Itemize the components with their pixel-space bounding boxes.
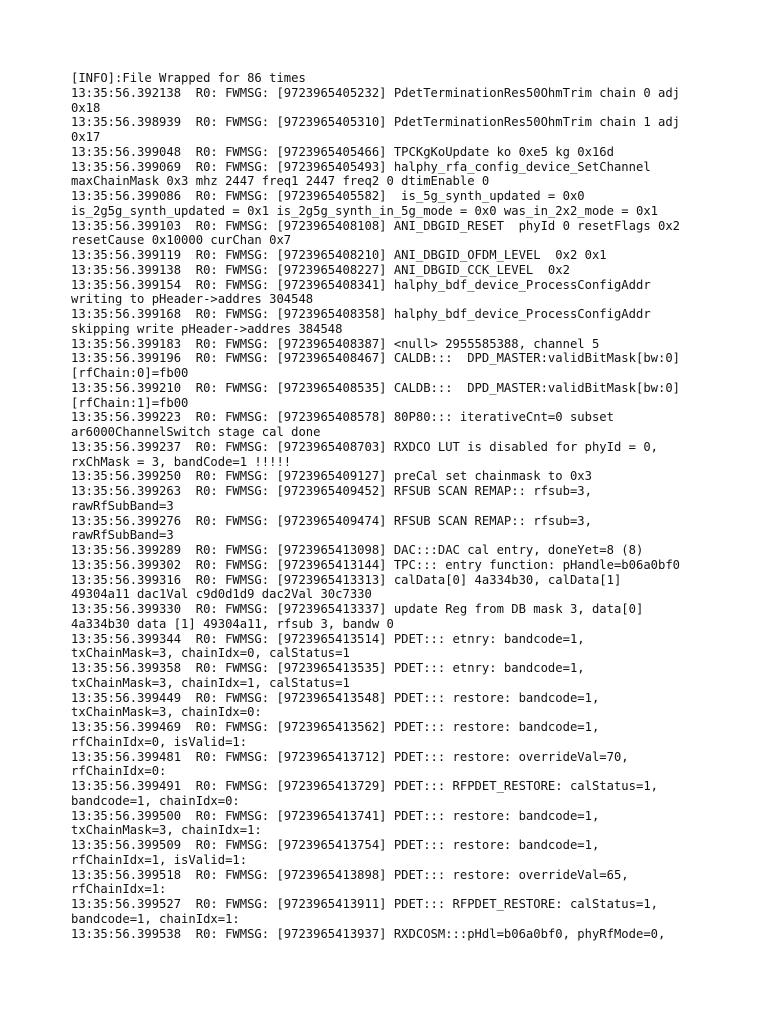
log-line: 13:35:56.399168 R0: FWMSG: [9723965408358] halphy_bdf_device_ProcessConfigAddr [71,307,651,321]
log-line: writing to pHeader->addres 304548 [71,292,314,307]
log-line: 13:35:56.399330 R0: FWMSG: [9723965413337] update Reg from DB mask 3, data[0] [71,602,644,616]
log-line: 13:35:56.399481 R0: FWMSG: [9723965413712] PDET::: restore: overrideVal=70, [71,749,629,764]
log-line: rxChMask = 3, bandCode=1 !!!!! [71,454,292,469]
log-line: rfChainIdx=0, isValid=1: [71,734,248,749]
log-line: 13:35:56.392138 R0: FWMSG: [9723965405232] PdetTerminationRes50OhmTrim chain 0 adj [71,85,681,100]
log-line: 13:35:56.399469 R0: FWMSG: [9723965413562] PDET::: restore: bandcode=1, [71,720,600,734]
log-line: 0x17 [71,130,101,144]
log-line: rfChainIdx=0: [71,764,167,779]
log-line: 13:35:56.399527 R0: FWMSG: [9723965413911] PDET::: RFPDET_RESTORE: calStatus=1, [71,897,658,911]
log-line: txChainMask=3, chainIdx=0: [71,705,262,720]
log-line: rfChainIdx=1: [71,882,167,897]
log-line: 49304a11 dac1Val c9d0d1d9 dac2Val 30c7330 [71,587,372,602]
log-line: 13:35:56.398939 R0: FWMSG: [9723965405310] PdetTerminationRes50OhmTrim chain 1 adj [71,115,681,130]
log-line: 13:35:56.399183 R0: FWMSG: [9723965408387] <null> 2955585388, channel 5 [71,336,600,351]
log-line: [rfChain:1]=fb00 [71,395,189,410]
log-line: bandcode=1, chainIdx=1: [71,911,240,926]
log-line: [INFO]:File Wrapped for 86 times [71,71,306,85]
log-line: 13:35:56.399223 R0: FWMSG: [9723965408578] 80P80::: iterativeCnt=0 subset [71,410,614,425]
log-line: 13:35:56.399119 R0: FWMSG: [9723965408210] ANI_DBGID_OFDM_LEVEL 0x2 0x1 [71,248,607,262]
log-line: 13:35:56.399358 R0: FWMSG: [9723965413535] PDET::: etnry: bandcode=1, [71,661,585,675]
log-line: skipping write pHeader->addres 384548 [71,321,343,336]
log-line: 13:35:56.399048 R0: FWMSG: [9723965405466] TPCKgKoUpdate ko 0xe5 kg 0x16d [71,144,614,159]
log-line: 13:35:56.399518 R0: FWMSG: [9723965413898] PDET::: restore: overrideVal=65, [71,867,629,882]
log-line: 13:35:56.399509 R0: FWMSG: [9723965413754] PDET::: restore: bandcode=1, [71,838,600,852]
log-line: 4a334b30 data [1] 49304a11, rfsub 3, bandw 0 [71,616,394,631]
log-line: 13:35:56.399154 R0: FWMSG: [9723965408341] halphy_bdf_device_ProcessConfigAddr [71,277,651,292]
log-line: rawRfSubBand=3 [71,498,174,513]
log-line: 13:35:56.399316 R0: FWMSG: [9723965413313] calData[0] 4a334b30, calData[1] [71,572,622,587]
log-line: 13:35:56.399449 R0: FWMSG: [9723965413548] PDET::: restore: bandcode=1, [71,690,600,705]
log-line: ar6000ChannelSwitch stage cal done [71,425,321,439]
log-line: 13:35:56.399069 R0: FWMSG: [9723965405493] halphy_rfa_config_device_SetChannel [71,159,651,174]
log-line: 13:35:56.399263 R0: FWMSG: [9723965409452] RFSUB SCAN REMAP:: rfsub=3, [71,484,592,498]
log-line: 13:35:56.399491 R0: FWMSG: [9723965413729] PDET::: RFPDET_RESTORE: calStatus=1, [71,779,658,793]
log-line: 13:35:56.399138 R0: FWMSG: [9723965408227] ANI_DBGID_CCK_LEVEL 0x2 [71,262,570,277]
log-line: rawRfSubBand=3 [71,528,174,543]
log-line: [rfChain:0]=fb00 [71,366,189,380]
log-line: maxChainMask 0x3 mhz 2447 freq1 2447 freq2 0 dtimEnable 0 [71,174,490,189]
log-line: 13:35:56.399538 R0: FWMSG: [9723965413937] RXDCOSM:::pHdl=b06a0bf0, phyRfMode=0, [71,926,666,941]
log-line: bandcode=1, chainIdx=0: [71,793,240,808]
log-line: 13:35:56.399210 R0: FWMSG: [9723965408535] CALDB::: DPD_MASTER:validBitMask[bw:0] [71,380,681,395]
log-text-block [71,71,711,941]
log-line: 13:35:56.399276 R0: FWMSG: [9723965409474] RFSUB SCAN REMAP:: rfsub=3, [71,513,592,528]
log-line: 13:35:56.399302 R0: FWMSG: [9723965413144] TPC::: entry function: pHandle=b06a0bf0 [71,557,681,572]
log-line: 13:35:56.399196 R0: FWMSG: [9723965408467] CALDB::: DPD_MASTER:validBitMask[bw:0] [71,351,681,366]
log-line: 13:35:56.399344 R0: FWMSG: [9723965413514] PDET::: etnry: bandcode=1, [71,631,585,646]
log-line: 13:35:56.399250 R0: FWMSG: [9723965409127] preCal set chainmask to 0x3 [71,469,592,484]
log-line: 13:35:56.399289 R0: FWMSG: [9723965413098] DAC:::DAC cal entry, doneYet=8 (8) [71,543,644,557]
log-line: 0x18 [71,100,101,115]
log-line: txChainMask=3, chainIdx=0, calStatus=1 [71,646,350,661]
log-line: 13:35:56.399500 R0: FWMSG: [9723965413741] PDET::: restore: bandcode=1, [71,808,600,823]
log-line: resetCause 0x10000 curChan 0x7 [71,233,292,248]
log-line: rfChainIdx=1, isValid=1: [71,852,248,867]
log-line: is_2g5g_synth_updated = 0x1 is_2g5g_synth_in_5g_mode = 0x0 was_in_2x2_mode = 0x1 [71,203,658,218]
log-line: 13:35:56.399237 R0: FWMSG: [9723965408703] RXDCO LUT is disabled for phyId = 0, [71,439,658,454]
log-line: 13:35:56.399103 R0: FWMSG: [9723965408108] ANI_DBGID_RESET phyId 0 resetFlags 0x2 [71,218,681,233]
log-line: txChainMask=3, chainIdx=1, calStatus=1 [71,675,350,690]
log-line: 13:35:56.399086 R0: FWMSG: [9723965405582] is_5g_synth_updated = 0x0 [71,189,585,203]
log-line: txChainMask=3, chainIdx=1: [71,823,262,838]
